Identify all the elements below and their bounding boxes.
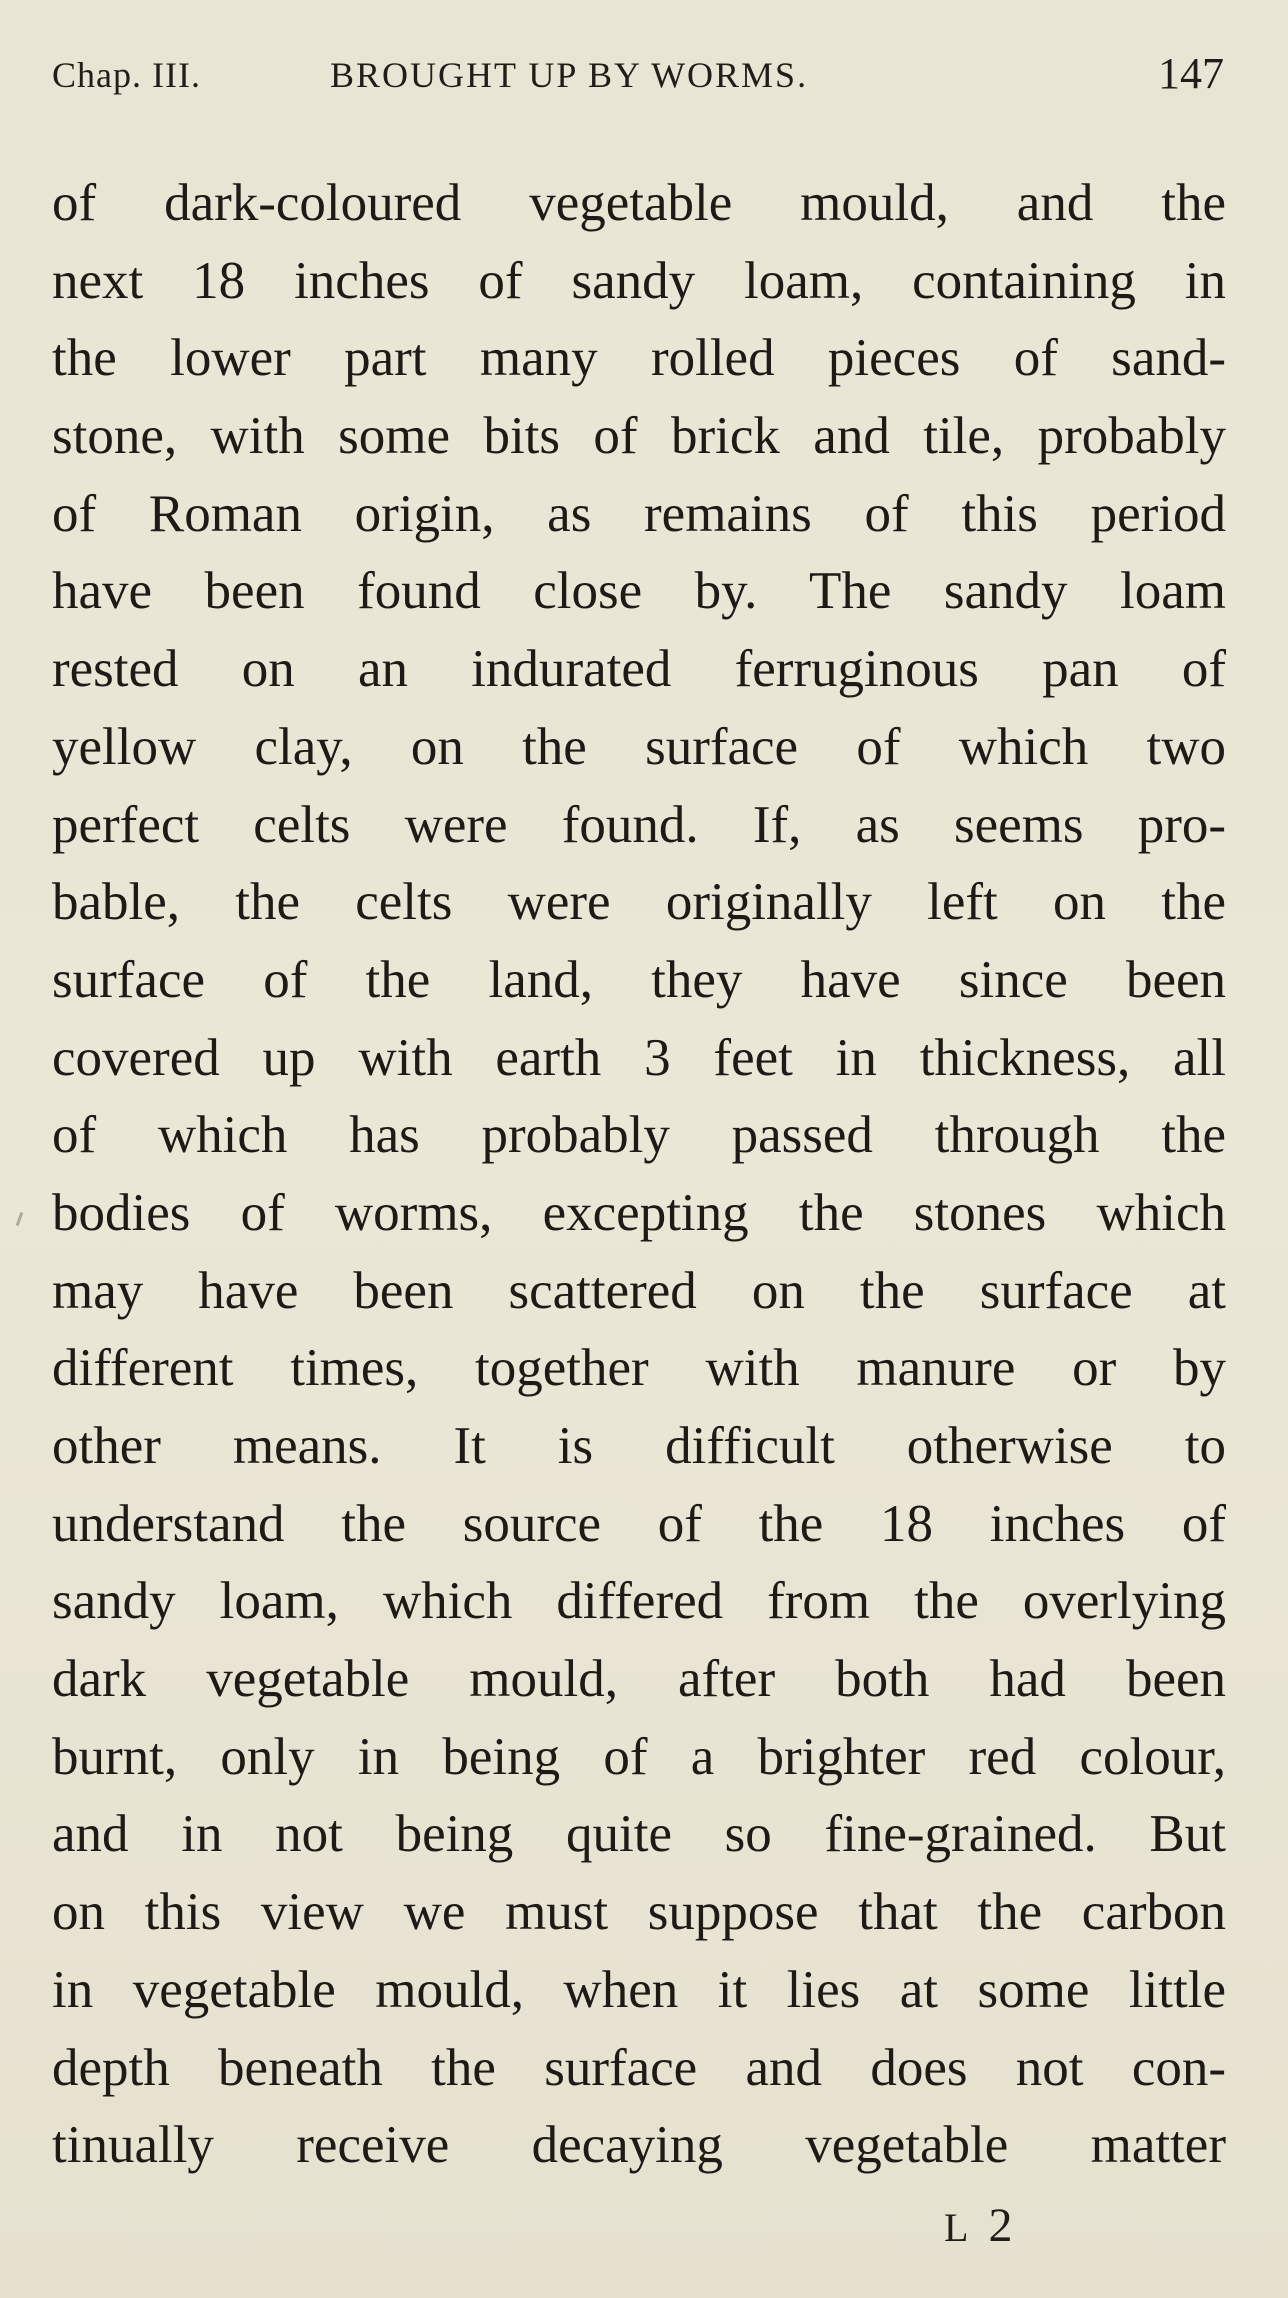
running-title: BROUGHT UP BY WORMS. — [330, 55, 809, 95]
running-header — [52, 48, 1224, 108]
text-line: other means. It is difficult otherwise to — [52, 1417, 1226, 1475]
text-line: perfect celts were found. If, as seems pro- — [52, 795, 1226, 854]
text-line: may have been scattered on the surface at — [52, 1261, 1226, 1320]
text-line: on this view we must suppose that the carbon — [52, 1883, 1226, 1942]
text-line: different times, together with manure or by — [52, 1339, 1226, 1398]
page-number: 147 — [1158, 49, 1224, 98]
text-line: dark vegetable mould, after both had been — [52, 1650, 1226, 1709]
body-text — [52, 165, 1226, 2185]
text-line: bable, the celts were originally left on the — [52, 873, 1226, 932]
text-line: burnt, only in being of a brighter red colour, — [52, 1727, 1226, 1786]
chapter-label: Chap. III. — [52, 55, 201, 95]
signature-number: 2 — [988, 2199, 1017, 2252]
text-line: covered up with earth 3 feet in thickness, all — [52, 1028, 1226, 1087]
text-line: bodies of worms, excepting the stones which — [52, 1183, 1226, 1242]
text-line: depth beneath the surface and does not con- — [52, 2038, 1226, 2097]
text-line: surface of the land, they have since been — [52, 950, 1226, 1009]
signature-letter: L — [944, 2205, 973, 2250]
text-line: and in not being quite so fine-grained. But — [52, 1805, 1226, 1864]
text-line: the lower part many rolled pieces of sand- — [52, 329, 1226, 388]
text-line: of dark-coloured vegetable mould, and the — [52, 174, 1226, 232]
text-line: understand the source of the 18 inches of — [52, 1494, 1226, 1553]
text-line: sandy loam, which differed from the overlying — [52, 1572, 1226, 1631]
text-line: yellow clay, on the surface of which two — [52, 717, 1226, 776]
text-line: rested on an indurated ferruginous pan of — [52, 640, 1226, 699]
signature-mark — [944, 2198, 1016, 2253]
text-line: in vegetable mould, when it lies at some little — [52, 1960, 1226, 2019]
text-line: of Roman origin, as remains of this period — [52, 484, 1226, 543]
text-line: have been found close by. The sandy loam — [52, 562, 1226, 621]
text-line: stone, with some bits of brick and tile, probably — [52, 407, 1226, 466]
paper-speck — [16, 1212, 24, 1226]
text-line: of which has probably passed through the — [52, 1106, 1226, 1165]
text-line: tinually receive decaying vegetable matter — [52, 2116, 1226, 2175]
text-line: next 18 inches of sandy loam, containing in — [52, 251, 1226, 310]
